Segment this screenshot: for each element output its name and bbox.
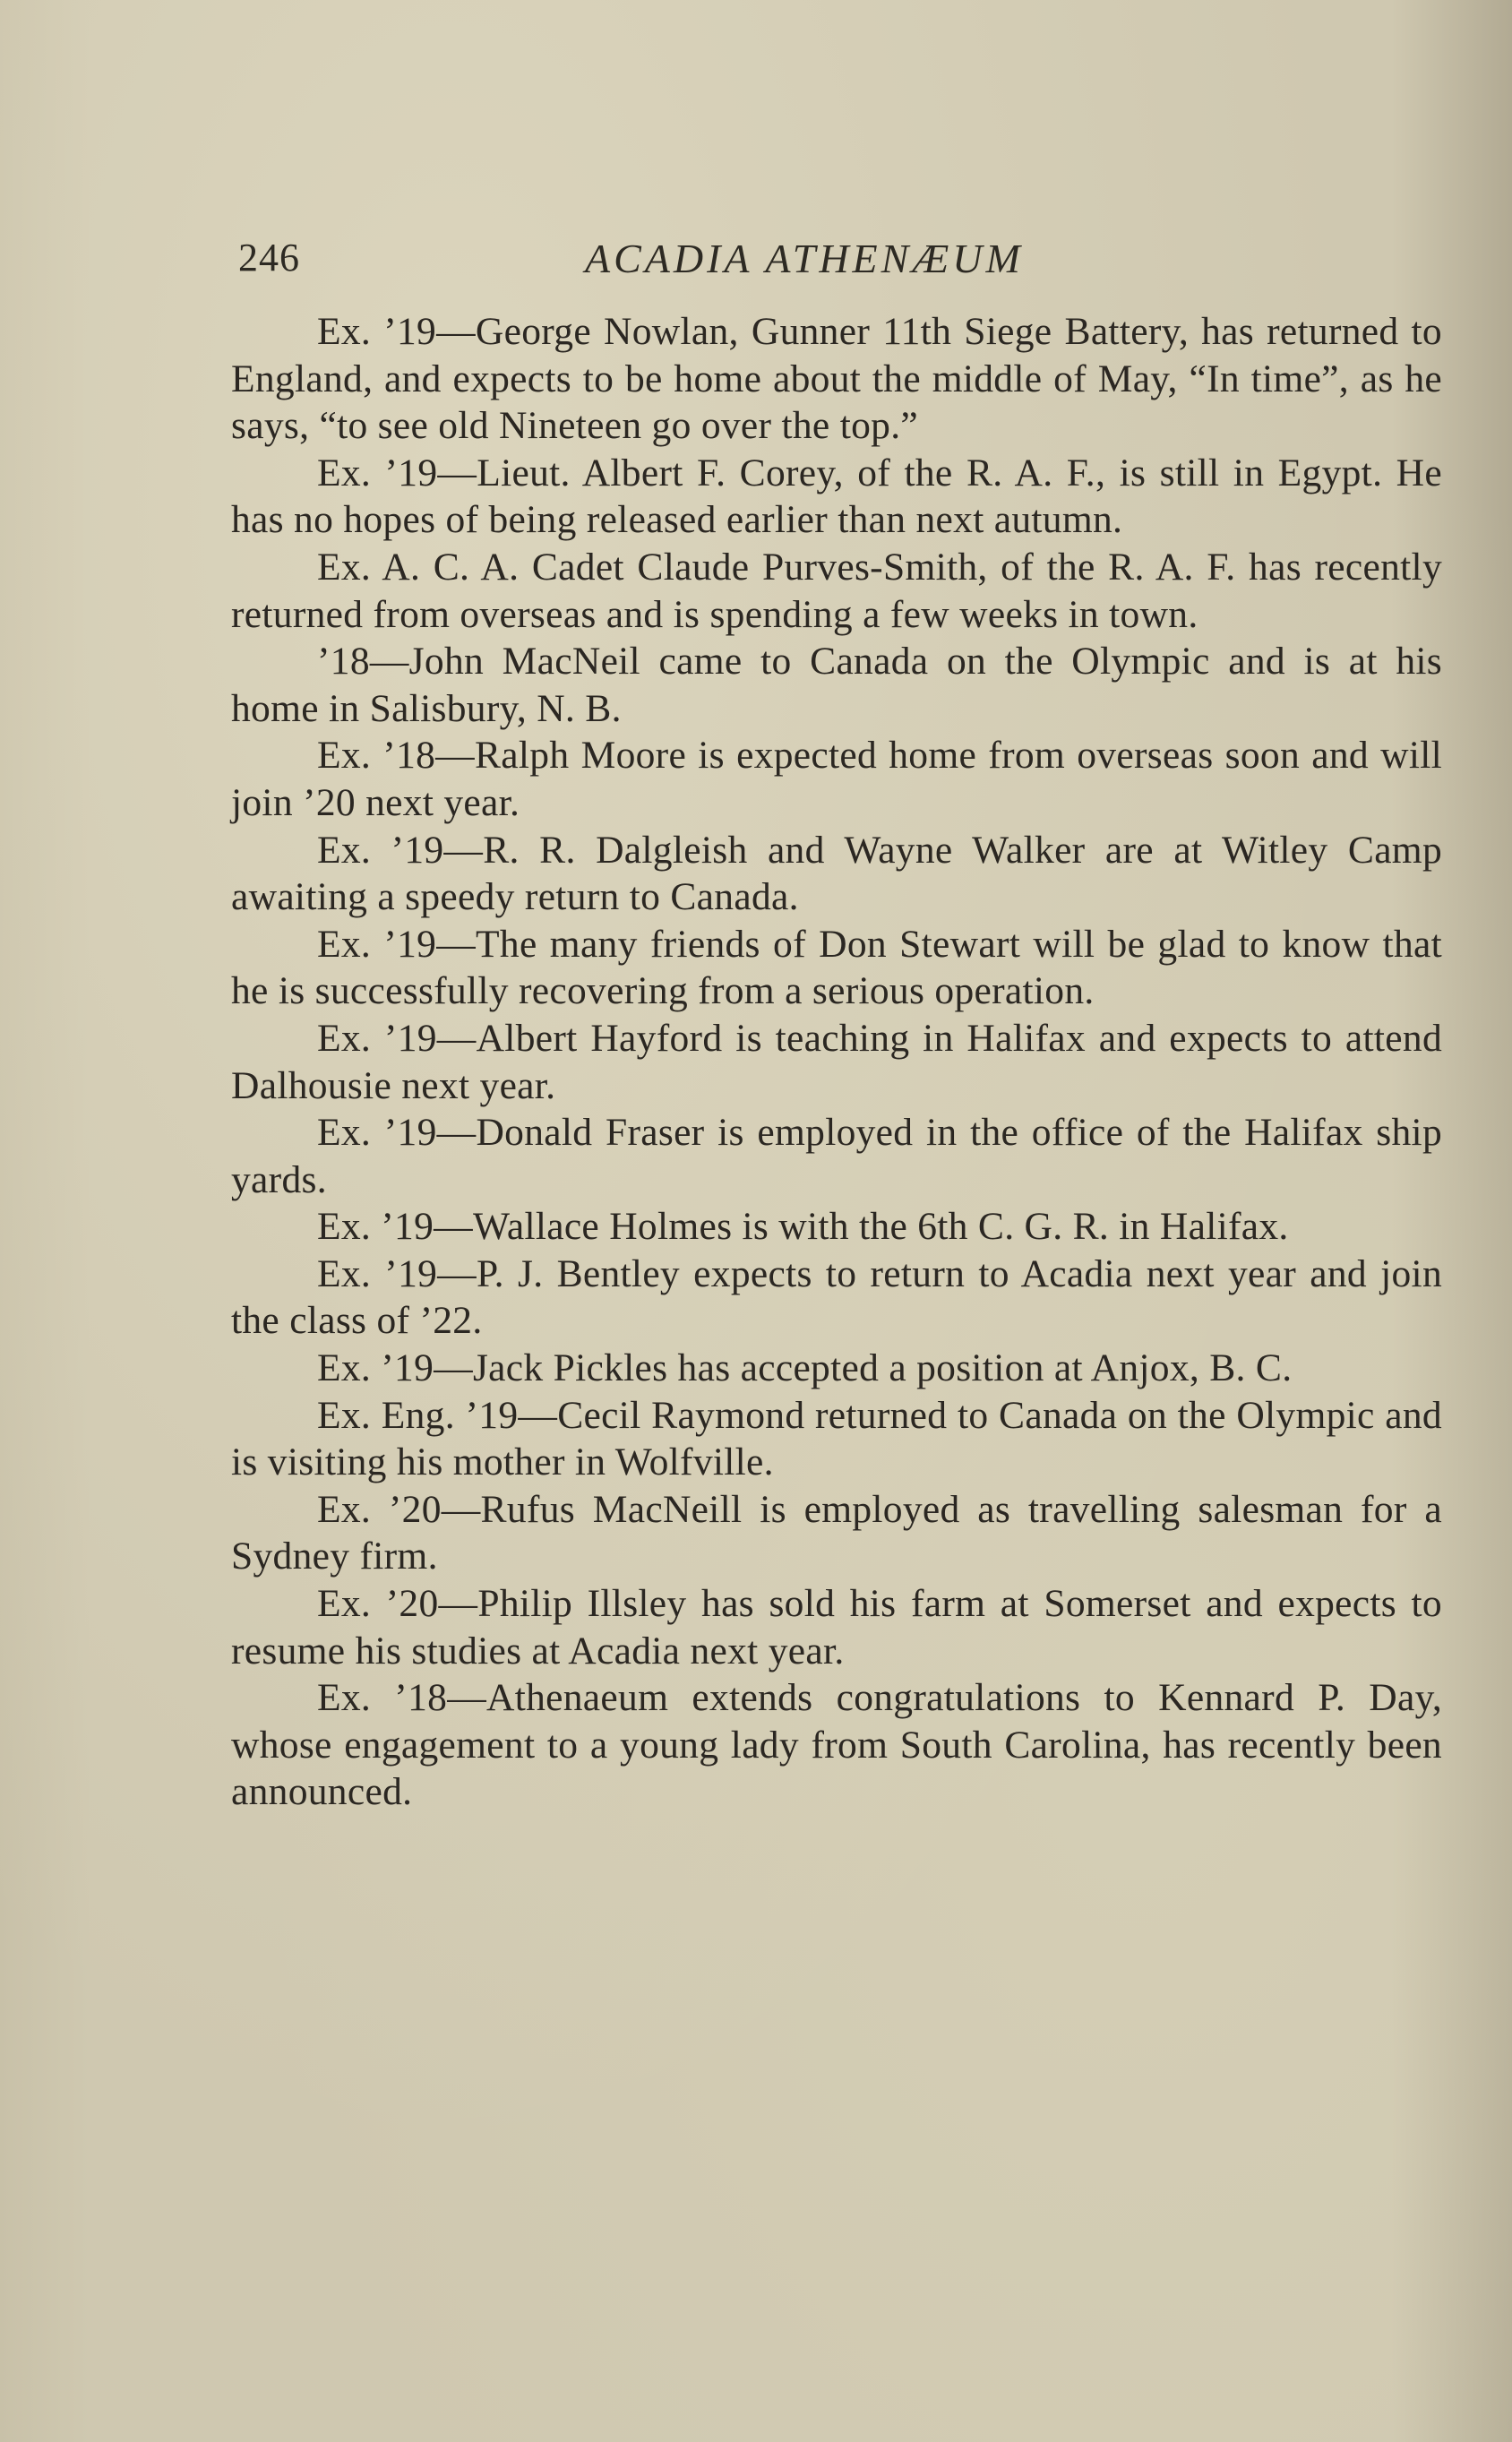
news-item: Ex. A. C. A. Cadet Claude Purves-Smith, of the R. A. F. has recently returned from overseas and is spending a few weeks in town. (231, 545, 1442, 636)
news-item: ’18—John MacNeil came to Canada on the Olympic and is at his home in Salisbury, N. B. (231, 640, 1442, 730)
news-item: Ex. Eng. ’19—Cecil Raymond returned to Canada on the Olympic and is visiting his mother in Wolfville. (231, 1393, 1442, 1484)
running-head (231, 224, 1442, 296)
news-item: Ex. ’19—Wallace Holmes is with the 6th C. G. R. in Halifax. (317, 1205, 1289, 1249)
news-item: Ex. ’19—George Nowlan, Gunner 11th Siege Battery, has returned to England, and expects to be home about the middle of May, “In time”, as he says, “to see old Nineteen go over the top.” (231, 310, 1442, 448)
news-item: Ex. ’19—Donald Fraser is employed in the office of the Halifax ship yards. (231, 1111, 1442, 1201)
news-item: Ex. ’18—Athenaeum extends congratulations to Kennard P. Day, whose engagement to a young lady from South Carolina, has recently been announced. (231, 1676, 1442, 1814)
news-item: Ex. ’19—Lieut. Albert F. Corey, of the R. A. F., is still in Egypt. He has no hopes of being released earlier than next autumn. (231, 451, 1442, 542)
news-item: Ex. ’19—Jack Pickles has accepted a position at Anjox, B. C. (317, 1346, 1293, 1390)
alumni-notes (231, 308, 1442, 1816)
news-item: Ex. ’19—P. J. Bentley expects to return to Acadia next year and join the class of ’22. (231, 1251, 1442, 1343)
news-item: Ex. ’20—Rufus MacNeill is employed as travelling salesman for a Sydney firm. (231, 1487, 1442, 1578)
news-item: Ex. ’19—The many friends of Don Stewart will be glad to know that he is successfully recovering from a serious operation. (231, 922, 1442, 1013)
news-item: Ex. ’19—R. R. Dalgleish and Wayne Walker are at Witley Camp awaiting a speedy return to Canada. (231, 828, 1442, 919)
news-item: Ex. ’20—Philip Illsley has sold his farm at Somerset and expects to resume his studies at Acadia next year. (231, 1582, 1442, 1672)
news-item: Ex. ’18—Ralph Moore is expected home from overseas soon and will join ’20 next year. (231, 734, 1442, 824)
book-page (231, 224, 1442, 2374)
page-number: 246 (238, 236, 300, 279)
journal-title: ACADIA ATHENÆUM (585, 236, 1024, 281)
news-item: Ex. ’19—Albert Hayford is teaching in Halifax and expects to attend Dalhousie next year. (231, 1016, 1442, 1107)
